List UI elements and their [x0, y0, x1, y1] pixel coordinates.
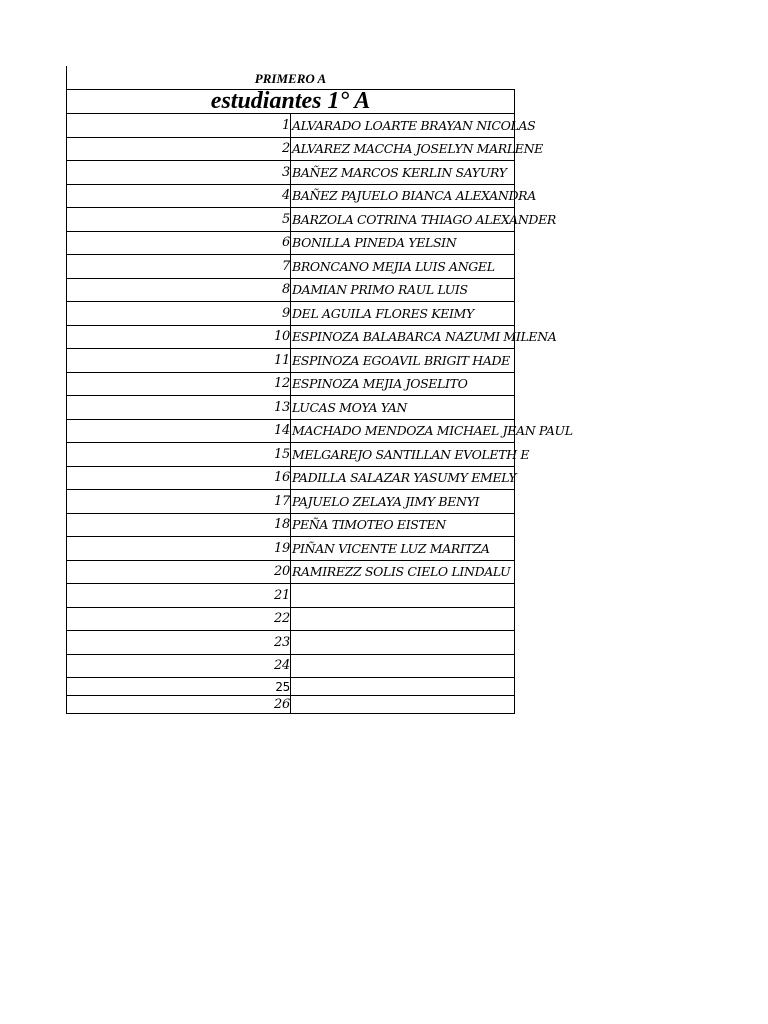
student-name: DAMIAN PRIMO RAUL LUIS — [291, 278, 515, 302]
row-number: 9 — [67, 302, 291, 326]
table-row — [67, 302, 515, 326]
student-name: BAÑEZ PAJUELO BIANCA ALEXANDRA — [291, 184, 515, 208]
table-row — [67, 278, 515, 302]
student-name: ESPINOZA EGOAVIL BRIGIT HADE — [291, 349, 515, 373]
student-name: MACHADO MENDOZA MICHAEL JEAN PAUL — [291, 419, 515, 443]
student-name: PAJUELO ZELAYA JIMY BENYI — [291, 490, 515, 514]
student-name: BRONCANO MEJIA LUIS ANGEL — [291, 255, 515, 279]
table-row — [67, 137, 515, 161]
row-number: 10 — [67, 325, 291, 349]
table-row — [67, 490, 515, 514]
student-name — [291, 678, 515, 696]
title-row — [67, 90, 515, 114]
table-row — [67, 443, 515, 467]
row-number: 26 — [67, 696, 291, 714]
table-row — [67, 466, 515, 490]
row-number: 14 — [67, 419, 291, 443]
table-row — [67, 607, 515, 631]
table-row — [67, 325, 515, 349]
table-row — [67, 654, 515, 678]
row-number: 3 — [67, 161, 291, 185]
table-row — [67, 349, 515, 373]
student-name: PIÑAN VICENTE LUZ MARITZA — [291, 537, 515, 561]
table-row — [67, 114, 515, 138]
row-number: 22 — [67, 607, 291, 631]
row-number: 11 — [67, 349, 291, 373]
table-row — [67, 208, 515, 232]
table-title: estudiantes 1° A — [67, 90, 515, 114]
student-name: ESPINOZA MEJIA JOSELITO — [291, 372, 515, 396]
student-name: ESPINOZA BALABARCA NAZUMI MILENA — [291, 325, 515, 349]
student-table — [66, 88, 573, 714]
student-name — [291, 607, 515, 631]
table-row — [67, 513, 515, 537]
row-number: 6 — [67, 231, 291, 255]
row-number: 4 — [67, 184, 291, 208]
sheet-heading: PRIMERO A — [66, 66, 514, 89]
table-row — [67, 678, 515, 696]
table-row — [67, 372, 515, 396]
row-number: 16 — [67, 466, 291, 490]
student-name: DEL AGUILA FLORES KEIMY — [291, 302, 515, 326]
table-row — [67, 231, 515, 255]
row-number: 15 — [67, 443, 291, 467]
student-name: ALVARADO LOARTE BRAYAN NICOLAS — [291, 114, 515, 138]
student-name — [291, 584, 515, 608]
row-number: 1 — [67, 114, 291, 138]
row-number: 7 — [67, 255, 291, 279]
row-number: 19 — [67, 537, 291, 561]
table-row — [67, 560, 515, 584]
row-number: 24 — [67, 654, 291, 678]
student-name: BARZOLA COTRINA THIAGO ALEXANDER — [291, 208, 515, 232]
row-number: 12 — [67, 372, 291, 396]
row-number: 8 — [67, 278, 291, 302]
table-row — [67, 161, 515, 185]
row-number: 2 — [67, 137, 291, 161]
table-row — [67, 419, 515, 443]
row-number: 25 — [67, 678, 291, 696]
student-name: PEÑA TIMOTEO EISTEN — [291, 513, 515, 537]
table-row — [67, 631, 515, 655]
student-name: BONILLA PINEDA YELSIN — [291, 231, 515, 255]
row-number: 23 — [67, 631, 291, 655]
row-number: 17 — [67, 490, 291, 514]
row-number: 21 — [67, 584, 291, 608]
student-name: LUCAS MOYA YAN — [291, 396, 515, 420]
row-number: 20 — [67, 560, 291, 584]
table-row — [67, 184, 515, 208]
table-row — [67, 255, 515, 279]
student-name — [291, 696, 515, 714]
table-row — [67, 537, 515, 561]
row-number: 13 — [67, 396, 291, 420]
table-row — [67, 696, 515, 714]
student-name — [291, 654, 515, 678]
student-name — [291, 631, 515, 655]
student-name: MELGAREJO SANTILLAN EVOLETH E — [291, 443, 515, 467]
student-name: PADILLA SALAZAR YASUMY EMELY — [291, 466, 515, 490]
row-number: 5 — [67, 208, 291, 232]
student-list-sheet — [66, 66, 573, 714]
student-name: BAÑEZ MARCOS KERLIN SAYURY — [291, 161, 515, 185]
student-name: ALVAREZ MACCHA JOSELYN MARLENE — [291, 137, 515, 161]
table-row — [67, 584, 515, 608]
student-name: RAMIREZZ SOLIS CIELO LINDALU — [291, 560, 515, 584]
row-number: 18 — [67, 513, 291, 537]
table-row — [67, 396, 515, 420]
